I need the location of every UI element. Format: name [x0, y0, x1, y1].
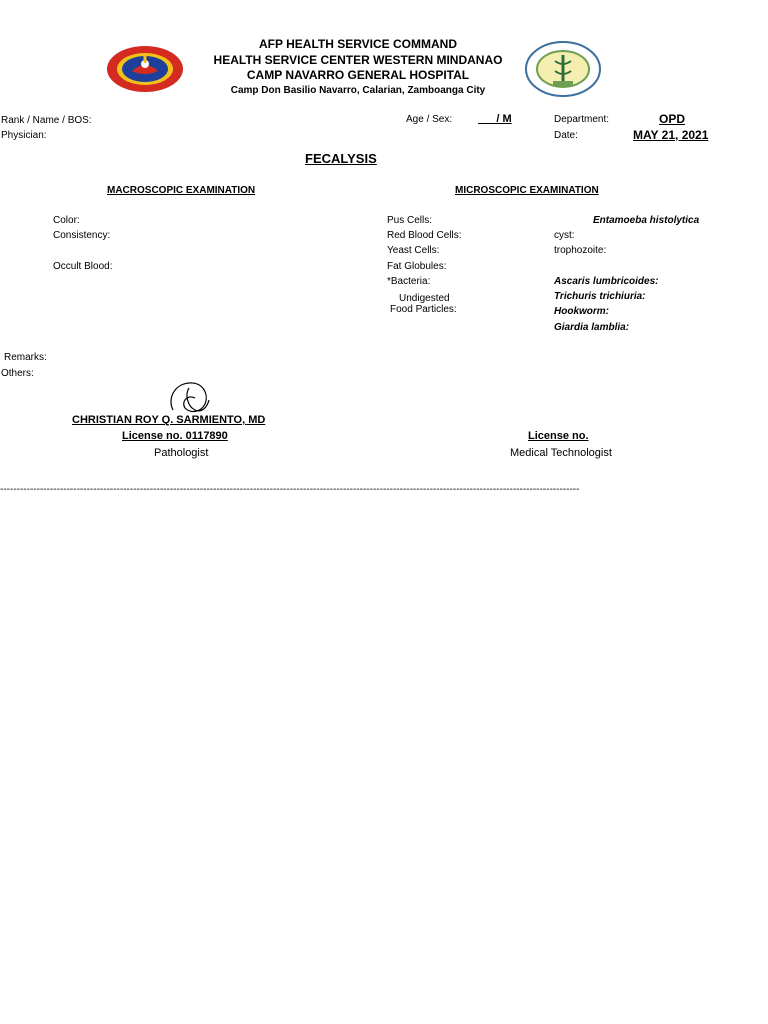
- department-value: OPD: [659, 112, 686, 126]
- header-address: Camp Don Basilio Navarro, Calarian, Zamboanga City: [230, 85, 486, 96]
- trophozoite-label: trophozoite:: [554, 245, 607, 256]
- bacteria-label: *Bacteria:: [387, 276, 431, 287]
- physician-label: Physician:: [1, 130, 47, 141]
- giardia-label: Giardia lamblia:: [554, 322, 630, 333]
- rbc-label: Red Blood Cells:: [387, 230, 462, 241]
- medtech-title: Medical Technologist: [510, 447, 612, 459]
- page-title: FECALYSIS: [305, 151, 377, 166]
- header-line-2: HEALTH SERVICE CENTER WESTERN MINDANAO: [213, 53, 503, 67]
- header-line-3: CAMP NAVARRO GENERAL HOSPITAL: [246, 68, 470, 82]
- pus-cells-label: Pus Cells:: [387, 215, 433, 226]
- date-value: MAY 21, 2021: [633, 128, 709, 142]
- cyst-label: cyst:: [554, 230, 575, 241]
- occult-blood-label: Occult Blood:: [53, 261, 113, 272]
- ascaris-label: Ascaris lumbricoides:: [554, 276, 659, 287]
- pathologist-license: License no. 0117890: [122, 430, 228, 442]
- undigested-label: Undigested: [399, 293, 450, 304]
- microscopic-heading: MICROSCOPIC EXAMINATION: [455, 185, 599, 196]
- macroscopic-heading: MACROSCOPIC EXAMINATION: [107, 185, 256, 196]
- food-particles-label: Food Particles:: [390, 304, 457, 315]
- cut-line-divider: ------------------------------------------------------------------------------------------------------------------------------------------------------------------------------: [0, 484, 580, 495]
- medtech-license: License no.: [528, 430, 589, 442]
- rank-name-label: Rank / Name / BOS:: [1, 115, 92, 126]
- consistency-label: Consistency:: [53, 230, 111, 241]
- age-sex-label: Age / Sex:: [406, 114, 453, 125]
- others-label: Others:: [1, 368, 34, 379]
- yeast-cells-label: Yeast Cells:: [387, 245, 440, 256]
- header-line-1: AFP HEALTH SERVICE COMMAND: [258, 37, 457, 51]
- pathologist-title: Pathologist: [154, 447, 209, 459]
- color-label: Color:: [53, 215, 80, 226]
- hookworm-label: Hookworm:: [554, 306, 609, 317]
- fat-globules-label: Fat Globules:: [387, 261, 447, 272]
- department-label: Department:: [554, 114, 610, 125]
- entamoeba-label: Entamoeba histolytica: [593, 215, 700, 226]
- date-label: Date:: [554, 130, 578, 141]
- pathologist-name: CHRISTIAN ROY Q. SARMIENTO, MD: [72, 414, 266, 426]
- remarks-label: Remarks:: [4, 352, 47, 363]
- trichuris-label: Trichuris trichiuria:: [554, 291, 646, 302]
- age-sex-value: ___/ M: [478, 113, 512, 125]
